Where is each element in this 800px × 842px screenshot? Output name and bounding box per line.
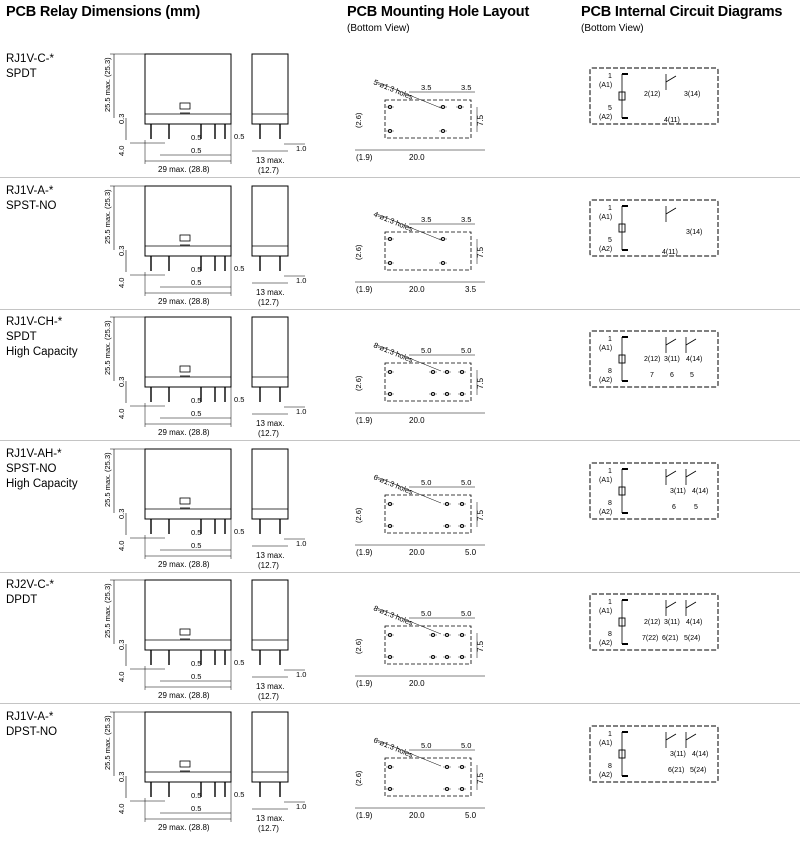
relay-row — [0, 184, 800, 315]
hole-outline — [385, 495, 471, 533]
dim-4-0-vertical: 4.0 — [117, 671, 126, 682]
terminal-label: 5(24) — [690, 766, 707, 774]
coil-a1: (A1) — [599, 82, 613, 89]
coil-pin-bottom: 5 — [608, 105, 612, 112]
hole-dim-2-6: (2.6) — [354, 638, 363, 654]
relay-dimension-drawing — [100, 315, 340, 445]
hole-layout-drawing — [345, 578, 525, 708]
coil-pin-1: 1 — [608, 467, 612, 475]
label-window — [180, 629, 190, 635]
terminal-label: 3(14) — [686, 228, 703, 236]
dim-0-5-lower: 0.5 — [191, 277, 202, 287]
hole-layout-drawing — [345, 710, 525, 840]
hole-dim-7-5: 7.5 — [476, 772, 485, 784]
model-name: RJ1V-AH-* — [6, 447, 62, 460]
dim-1-0-label: 1.0 — [296, 407, 307, 416]
relay-dimension-drawing — [100, 184, 340, 314]
hole-layout-drawing — [345, 315, 525, 445]
hole-dim-2-6: (2.6) — [354, 375, 363, 391]
contact-arm — [686, 339, 696, 345]
model-label — [6, 184, 56, 214]
label-window — [180, 235, 190, 241]
hole-outline — [385, 100, 471, 138]
terminal-label: 4(14) — [692, 487, 709, 495]
hole-dim-7-5: 7.5 — [476, 114, 485, 126]
dim-0-5-upper: 0.5 — [191, 396, 202, 405]
pitch-label-2: 5.0 — [461, 609, 472, 618]
hole-dim-20: 20.0 — [409, 284, 425, 294]
relay-body-side — [252, 580, 288, 650]
coil-pin-1: 1 — [608, 730, 612, 738]
model-name: RJ2V-C-* — [6, 579, 54, 591]
coil-pin-bottom: 5 — [608, 236, 612, 244]
terminal-label: 2(12) — [644, 91, 661, 98]
hole-layout-drawing — [345, 447, 525, 577]
contact-arm — [666, 339, 676, 345]
dim-0-5-upper: 0.5 — [191, 133, 202, 142]
label-window — [180, 498, 190, 504]
relay-body-side — [252, 54, 288, 124]
model-type: High Capacity — [6, 477, 78, 490]
depth-label-nominal: (12.7) — [258, 692, 279, 701]
contact-arm — [666, 208, 676, 214]
hole-dim-20: 20.0 — [409, 416, 425, 425]
contact-arm — [666, 471, 676, 477]
model-type: SPST-NO — [6, 199, 57, 212]
terminal-label: 2(12) — [644, 356, 661, 363]
depth-label: 13 max. — [256, 287, 285, 297]
terminal-label: 5 — [690, 372, 694, 379]
relay-body-front — [145, 186, 231, 256]
label-window — [180, 761, 190, 767]
coil-pin-1: 1 — [608, 336, 612, 343]
dim-0-5-lower: 0.5 — [191, 803, 202, 813]
dim-0-3-vertical: 0.3 — [117, 376, 126, 387]
hole-dim-right: 5.0 — [465, 810, 477, 820]
contact-arm — [686, 734, 696, 740]
coil-a2: (A2) — [599, 245, 613, 253]
pitch-label-1: 3.5 — [421, 214, 432, 224]
holes-count-label: 8-ø1.3 holes — [372, 603, 415, 628]
dim-0-5-lower: 0.5 — [191, 409, 202, 418]
dim-0-5-upper: 0.5 — [191, 264, 202, 274]
relay-body-front — [145, 580, 231, 650]
dim-0-3-vertical: 0.3 — [117, 508, 126, 519]
circuit-diagram — [586, 578, 726, 708]
contact-arm — [666, 76, 676, 82]
dim-1-0-label: 1.0 — [296, 801, 307, 811]
depth-label: 13 max. — [256, 156, 285, 165]
holes-count-label: 4-ø1.3 holes — [372, 209, 415, 233]
circuit-diagram — [586, 447, 726, 577]
coil-a2: (A2) — [599, 377, 613, 384]
relay-dimension-drawing — [100, 578, 340, 708]
depth-label: 13 max. — [256, 682, 285, 691]
pitch-label-1: 3.5 — [421, 83, 432, 92]
hole-dim-20: 20.0 — [409, 810, 425, 820]
terminal-label: 4(14) — [686, 356, 703, 363]
dim-0-5-lower: 0.5 — [191, 672, 202, 681]
dim-0-3-vertical: 0.3 — [117, 113, 126, 124]
height-label: 25.5 max. (25.3) — [103, 583, 112, 638]
dim-0-5-lower: 0.5 — [191, 146, 202, 155]
dim-4-0-vertical: 4.0 — [117, 145, 126, 156]
holes-count-label: 6-ø1.3 holes — [372, 735, 415, 759]
dim-0-5-right: 0.5 — [234, 395, 245, 404]
coil-pin-bottom: 8 — [608, 631, 612, 638]
height-label: 25.5 max. (25.3) — [103, 320, 112, 375]
terminal-label: 6(21) — [668, 766, 685, 774]
dim-1-0-label: 1.0 — [296, 670, 307, 679]
contact-arm — [666, 734, 676, 740]
terminal-label: 3(11) — [664, 619, 680, 626]
relay-body-side — [252, 186, 288, 256]
terminal-label: 3(11) — [670, 750, 686, 758]
dim-0-5-right: 0.5 — [234, 658, 245, 667]
model-name: RJ1V-A-* — [6, 710, 54, 723]
dim-0-5-upper: 0.5 — [191, 527, 202, 537]
terminal-label: 4(14) — [692, 750, 709, 758]
label-window — [180, 103, 190, 109]
hole-layout-drawing — [345, 184, 525, 314]
width-label: 29 max. (28.8) — [158, 165, 210, 174]
model-label — [6, 447, 78, 492]
relay-dimension-drawing — [100, 710, 340, 840]
terminal-label: 3(11) — [670, 487, 686, 495]
terminal-label: 6(21) — [662, 635, 679, 642]
dim-0-5-right: 0.5 — [234, 132, 245, 141]
dim-0-5-upper: 0.5 — [191, 790, 202, 800]
coil-a1: (A1) — [599, 739, 613, 747]
terminal-label: 4(14) — [686, 619, 703, 626]
contact-arm — [666, 602, 676, 608]
model-name: RJ1V-C-* — [6, 53, 54, 65]
width-label: 29 max. (28.8) — [158, 691, 210, 700]
dim-4-0-vertical: 4.0 — [117, 408, 126, 419]
model-label — [6, 710, 57, 740]
width-label: 29 max. (28.8) — [158, 428, 210, 437]
depth-label: 13 max. — [256, 813, 285, 823]
hole-outline — [385, 626, 471, 664]
relay-body-side — [252, 449, 288, 519]
dim-0-3-vertical: 0.3 — [117, 245, 126, 256]
hole-dim-20: 20.0 — [409, 679, 425, 688]
depth-label-nominal: (12.7) — [258, 560, 279, 570]
hole-dim-right: 5.0 — [465, 547, 477, 557]
height-label: 25.5 max. (25.3) — [103, 451, 112, 507]
relay-body-front — [145, 317, 231, 387]
coil-a1: (A1) — [599, 213, 613, 221]
model-type: SPDT — [6, 68, 37, 80]
depth-label-nominal: (12.7) — [258, 166, 279, 175]
circuit-diagram — [586, 315, 726, 445]
width-label: 29 max. (28.8) — [158, 822, 210, 832]
circuit-diagram — [586, 184, 726, 314]
relay-body-front — [145, 712, 231, 782]
relay-row — [0, 578, 800, 709]
hole-outline — [385, 758, 471, 796]
hole-dim-7-5: 7.5 — [476, 509, 485, 521]
relay-row — [0, 447, 800, 578]
pitch-label-2: 5.0 — [461, 346, 472, 355]
relay-body-front — [145, 54, 231, 124]
dim-1-0-label: 1.0 — [296, 538, 307, 548]
dim-4-0-vertical: 4.0 — [117, 803, 126, 814]
terminal-label: 6 — [672, 503, 676, 511]
contact-arm — [686, 602, 696, 608]
model-label — [6, 578, 54, 608]
coil-a2: (A2) — [599, 114, 613, 121]
holes-count-label: 5-ø1.3 holes — [372, 77, 415, 102]
hole-dim-2-6: (2.6) — [354, 244, 363, 260]
model-name: RJ1V-CH-* — [6, 316, 63, 328]
hole-dim-right: 3.5 — [465, 284, 477, 294]
width-label: 29 max. (28.8) — [158, 559, 210, 569]
terminal-label: 4(11) — [662, 248, 678, 256]
hole-dim-1-9: (1.9) — [356, 416, 373, 425]
label-window — [180, 366, 190, 372]
terminal-label: 2(12) — [644, 619, 661, 626]
terminal-label: 6 — [670, 372, 674, 379]
height-label: 25.5 max. (25.3) — [103, 714, 112, 770]
pitch-label-2: 3.5 — [461, 214, 472, 224]
coil-a2: (A2) — [599, 771, 613, 779]
relay-body-side — [252, 317, 288, 387]
pitch-label-1: 5.0 — [421, 609, 432, 618]
dim-0-3-vertical: 0.3 — [117, 639, 126, 650]
hole-layout-drawing — [345, 52, 525, 182]
model-name: RJ1V-A-* — [6, 184, 54, 197]
pitch-label-1: 5.0 — [421, 346, 432, 355]
terminal-label: 5 — [694, 503, 698, 511]
coil-pin-bottom: 8 — [608, 499, 612, 507]
hole-dim-7-5: 7.5 — [476, 377, 485, 389]
model-type: High Capacity — [6, 346, 78, 358]
dim-4-0-vertical: 4.0 — [117, 540, 126, 551]
relay-row — [0, 52, 800, 183]
coil-a2: (A2) — [599, 508, 613, 516]
dim-0-5-right: 0.5 — [234, 526, 245, 536]
coil-pin-bottom: 8 — [608, 368, 612, 375]
dim-0-5-upper: 0.5 — [191, 659, 202, 668]
terminal-label: 4(11) — [664, 117, 680, 124]
dim-0-5-right: 0.5 — [234, 789, 245, 799]
depth-label: 13 max. — [256, 419, 285, 428]
circuit-title: PCB Internal Circuit Diagrams — [581, 4, 783, 20]
model-label — [6, 315, 78, 360]
hole-dim-7-5: 7.5 — [476, 640, 485, 652]
dim-0-5-right: 0.5 — [234, 263, 245, 273]
terminal-label: 7 — [650, 372, 654, 379]
depth-label-nominal: (12.7) — [258, 297, 279, 307]
height-label: 25.5 max. (25.3) — [103, 188, 112, 244]
model-type: SPST-NO — [6, 462, 57, 475]
depth-label: 13 max. — [256, 550, 285, 560]
terminal-label: 3(14) — [684, 91, 701, 98]
dim-1-0-label: 1.0 — [296, 144, 307, 153]
terminal-label: 7(22) — [642, 635, 659, 642]
dim-4-0-vertical: 4.0 — [117, 277, 126, 288]
model-label — [6, 52, 54, 82]
pitch-label-2: 3.5 — [461, 83, 472, 92]
hole-dim-1-9: (1.9) — [356, 679, 373, 688]
hole-dim-20: 20.0 — [409, 547, 425, 557]
model-type: DPST-NO — [6, 725, 58, 738]
relay-row — [0, 710, 800, 841]
coil-pin-1: 1 — [608, 599, 612, 606]
height-label: 25.5 max. (25.3) — [103, 57, 112, 112]
hole-dim-2-6: (2.6) — [354, 112, 363, 128]
model-type: SPDT — [6, 331, 37, 343]
holes-count-label: 6-ø1.3 holes — [372, 472, 415, 496]
hole-dim-2-6: (2.6) — [354, 770, 363, 786]
relay-body-side — [252, 712, 288, 782]
hole-dim-1-9: (1.9) — [356, 810, 373, 820]
coil-a1: (A1) — [599, 608, 613, 615]
model-type: DPDT — [6, 594, 38, 606]
pitch-label-2: 5.0 — [461, 740, 472, 750]
dimensions-title: PCB Relay Dimensions (mm) — [6, 4, 201, 20]
hole-dim-1-9: (1.9) — [356, 547, 373, 557]
coil-pin-bottom: 8 — [608, 762, 612, 770]
dim-0-5-lower: 0.5 — [191, 540, 202, 550]
hole-layout-subtitle: (Bottom View) — [347, 23, 410, 34]
dim-1-0-label: 1.0 — [296, 275, 307, 285]
circuit-subtitle: (Bottom View) — [581, 23, 644, 34]
pitch-label-1: 5.0 — [421, 477, 432, 487]
hole-dim-7-5: 7.5 — [476, 246, 485, 258]
relay-row — [0, 315, 800, 446]
coil-pin-1: 1 — [608, 73, 612, 80]
width-label: 29 max. (28.8) — [158, 296, 210, 306]
coil-a1: (A1) — [599, 476, 613, 484]
coil-pin-1: 1 — [608, 204, 612, 212]
depth-label-nominal: (12.7) — [258, 429, 279, 438]
circuit-diagram — [586, 52, 726, 182]
relay-body-front — [145, 449, 231, 519]
contact-arm — [686, 471, 696, 477]
relay-dimension-drawing — [100, 447, 340, 577]
hole-dim-1-9: (1.9) — [356, 153, 373, 162]
pitch-label-2: 5.0 — [461, 477, 472, 487]
relay-dimension-drawing — [100, 52, 340, 182]
hole-outline — [385, 363, 471, 401]
hole-dim-20: 20.0 — [409, 153, 425, 162]
circuit-diagram — [586, 710, 726, 840]
coil-a1: (A1) — [599, 345, 613, 352]
pitch-label-1: 5.0 — [421, 740, 432, 750]
coil-a2: (A2) — [599, 640, 613, 647]
terminal-label: 3(11) — [664, 356, 680, 363]
hole-outline — [385, 232, 471, 270]
depth-label-nominal: (12.7) — [258, 823, 279, 833]
hole-dim-1-9: (1.9) — [356, 284, 373, 294]
dim-0-3-vertical: 0.3 — [117, 771, 126, 782]
terminal-label: 5(24) — [684, 635, 701, 642]
hole-layout-title: PCB Mounting Hole Layout — [347, 4, 530, 20]
holes-count-label: 8-ø1.3 holes — [372, 340, 415, 365]
hole-dim-2-6: (2.6) — [354, 507, 363, 523]
